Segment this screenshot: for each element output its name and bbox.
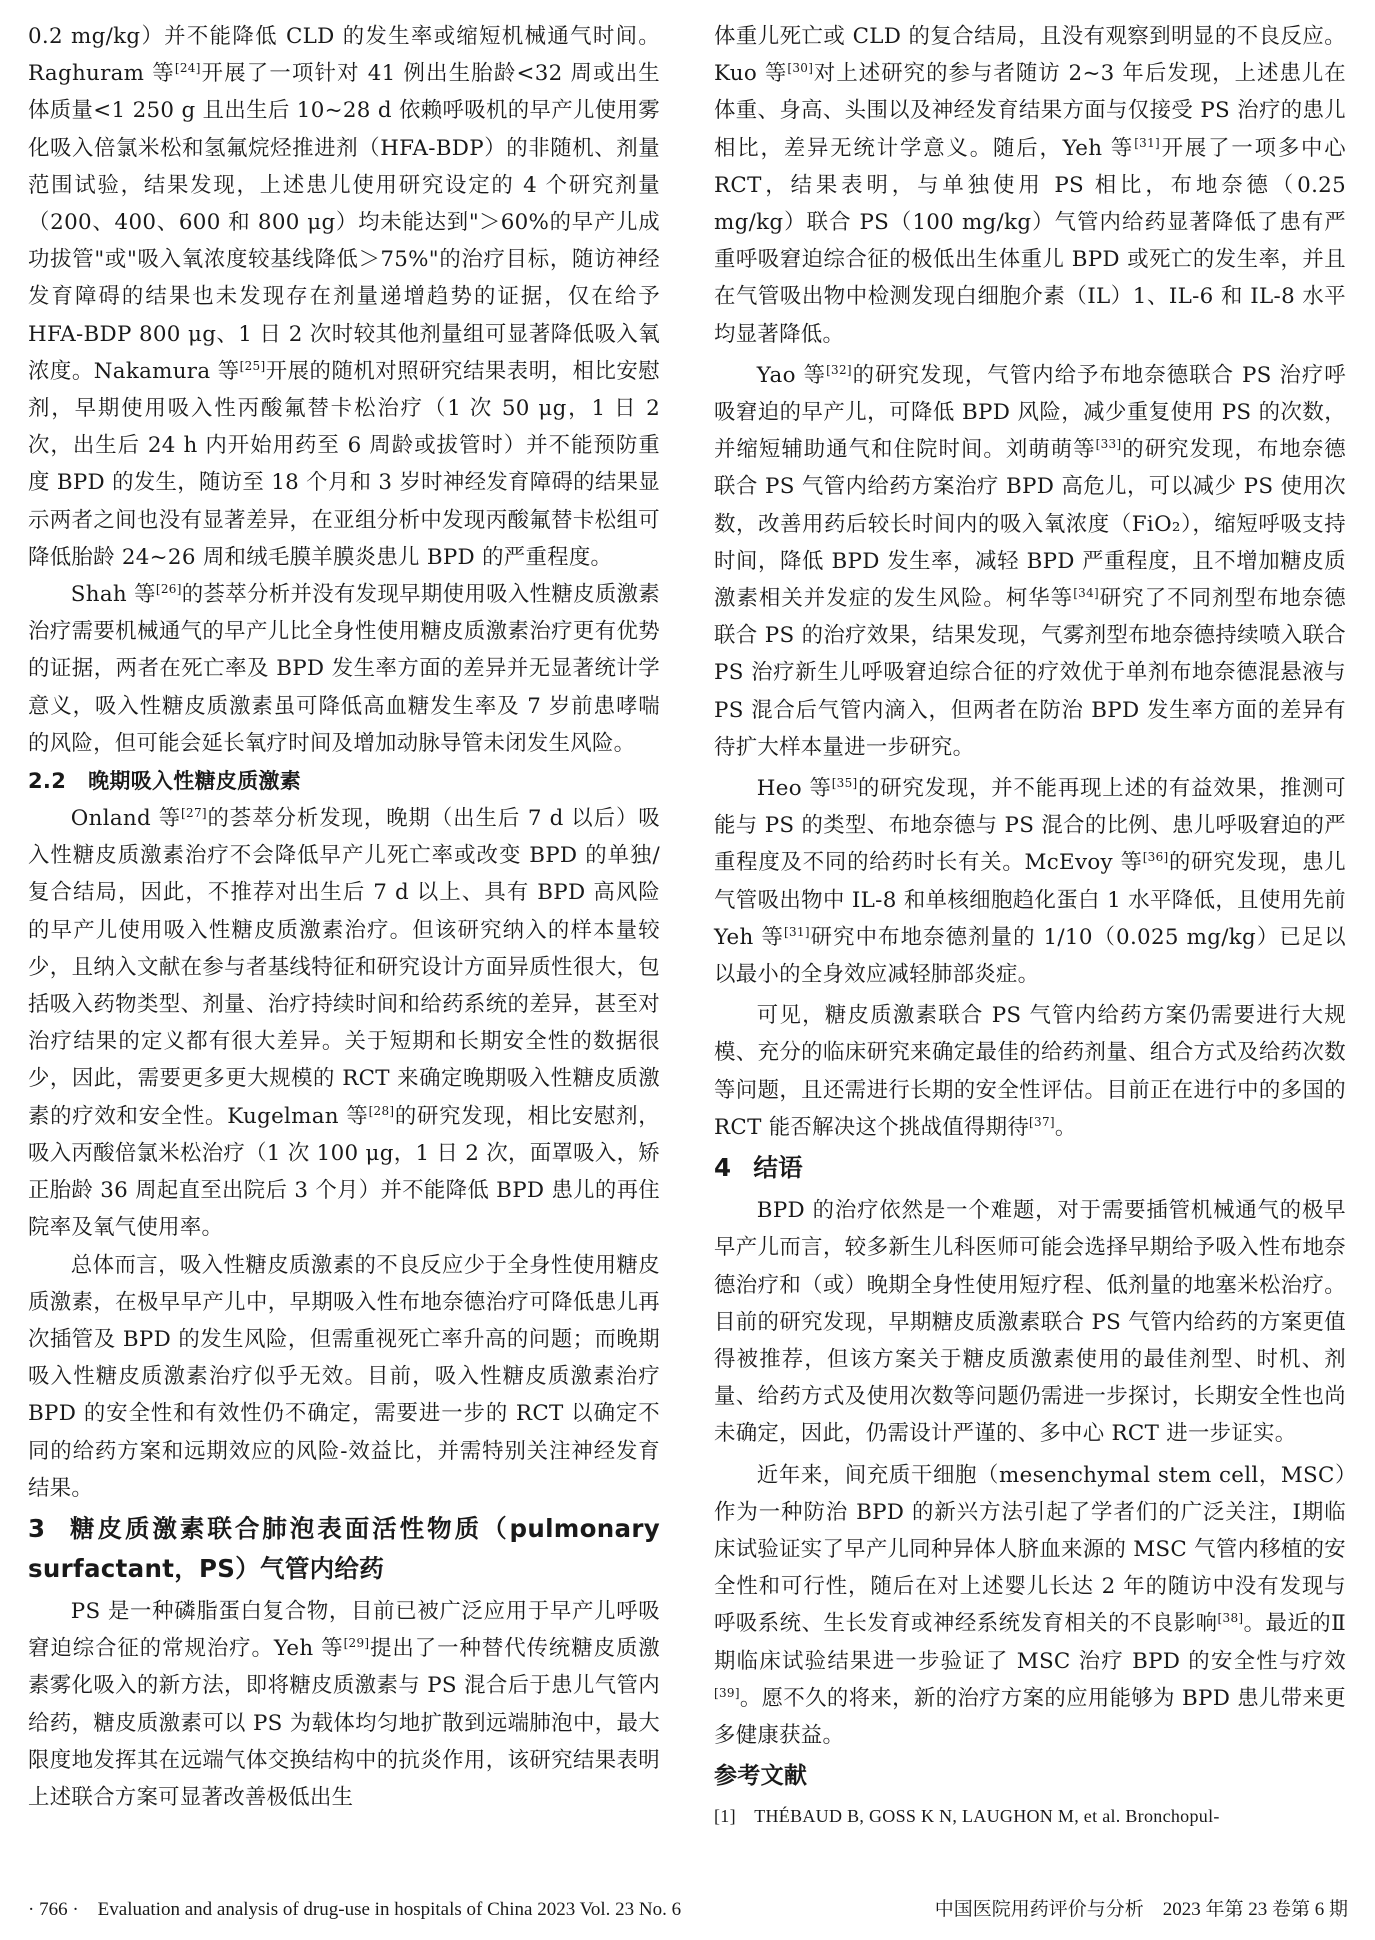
citation-marker: [34]: [1073, 585, 1100, 600]
references-heading: 参考文献: [714, 1763, 808, 1790]
reference-item: [1] THÉBAUD B, GOSS K N, LAUGHON M, et al. Bronchopul-: [714, 1806, 1220, 1827]
citation-marker: [27]: [181, 805, 207, 820]
section-title: 结语: [753, 1153, 803, 1183]
section-title: 晚期吸入性糖皮质激素: [88, 769, 302, 794]
citation-marker: [24]: [174, 61, 201, 76]
section-number: 2.2: [28, 769, 67, 794]
citation-marker: [38]: [1217, 1611, 1244, 1626]
citation-marker: [39]: [714, 1685, 740, 1700]
paragraph: 近年来，间充质干细胞（mesenchymal stem cell，MSC）作为一种防治 BPD 的新兴方法引起了学者们的广泛关注，Ⅰ期临床试验证实了早产儿同种异体人脐血来源的 MSC 气管内移植的安全性和可行性，随后在对上述婴儿长达 2 年的随访中没有发现与呼吸系统、生长发育或神经系统发育相关的不良影响[38]。最近的Ⅱ期临床试验结果进一步验证了 MSC 治疗 BPD 的安全性与疗效[39]。愿不久的将来，新的治疗方案的应用能够为 BPD 患儿带来更多健康获益。: [714, 1462, 1346, 1748]
citation-marker: [25]: [239, 358, 266, 373]
section-heading-3: [28, 1509, 660, 1589]
citation-marker: [30]: [787, 61, 814, 76]
footer-journal-cn: 中国医院用药评价与分析 2023 年第 23 卷第 6 期: [934, 1899, 1348, 1920]
citation-marker: [37]: [1029, 1114, 1055, 1129]
paragraph: Heo 等[35]的研究发现，并不能再现上述的有益效果，推测可能与 PS 的类型、布地奈德与 PS 混合的比例、患儿呼吸窘迫的严重程度及不同的给药时长有关。McEvoy 等[36]的研究发现，患儿气管吸出物中 IL-8 和单核细胞趋化蛋白 1 水平降低，且使用先前 Yeh 等[31]研究中布地奈德剂量的 1/10（0.025 mg/kg）已足以以最小的全身效应减轻肺部炎症。: [714, 775, 1346, 988]
page-footer: [28, 1894, 1348, 1926]
paragraph: 总体而言，吸入性糖皮质激素的不良反应少于全身性使用糖皮质激素，在极早早产儿中，早期吸入性布地奈德治疗可降低患儿再次插管及 BPD 的发生风险，但需重视死亡率升高的问题；而晚期吸入性糖皮质激素治疗似乎无效。目前，吸入性糖皮质激素治疗 BPD 的安全性和有效性仍不确定，需要进一步的 RCT 以确定不同的给药方案和远期效应的风险-效益比，并需特别关注神经发育结果。: [28, 1252, 660, 1501]
paragraph: BPD 的治疗依然是一个难题，对于需要插管机械通气的极早早产儿而言，较多新生儿科医师可能会选择早期给予吸入性布地奈德治疗和（或）晚期全身性使用短疗程、低剂量的地塞米松治疗。目前的研究发现，早期糖皮质激素联合 PS 气管内给药的方案更值得被推荐，但该方案关于糖皮质激素使用的最佳剂型、时机、剂量、给药方式及使用次数等问题仍需进一步探讨，长期安全性也尚未确定，因此，仍需设计严谨的、多中心 RCT 进一步证实。: [714, 1198, 1346, 1447]
citation-marker: [26]: [155, 581, 182, 596]
section-heading-4: [714, 1148, 1346, 1188]
paragraph: PS 是一种磷脂蛋白复合物，目前已被广泛应用于早产儿呼吸窘迫综合征的常规治疗。Yeh 等[29]提出了一种替代传统糖皮质激素雾化吸入的新方法，即将糖皮质激素与 PS 混合后于患儿气管内给药，糖皮质激素可以 PS 为载体均匀地扩散到远端肺泡中，最大限度地发挥其在远端气体交换结构中的抗炎作用，该研究结果表明上述联合方案可显著改善极低出生: [28, 1598, 660, 1810]
footer-journal-en: · 766 · Evaluation and analysis of drug-use in hospitals of China 2023 Vol. 23 No. 6: [28, 1899, 682, 1920]
paragraph: Onland 等[27]的荟萃分析发现，晚期（出生后 7 d 以后）吸入性糖皮质激素治疗不会降低早产儿死亡率或改变 BPD 的单独/复合结局，因此，不推荐对出生后 7 d 以上、具有 BPD 高风险的早产儿使用吸入性糖皮质激素治疗。但该研究纳入的样本量较少，且纳入文献在参与者基线特征和研究设计方面异质性很大，包括吸入药物类型、剂量、治疗持续时间和给药系统的差异，甚至对治疗结果的定义都有很大差异。关于短期和长期安全性的数据很少，因此，需要更多更大规模的 RCT 来确定晚期吸入性糖皮质激素的疗效和安全性。Kugelman 等[28]的研究发现，相比安慰剂，吸入丙酸倍氯米松治疗（1 次 100 μg，1 日 2 次，面罩吸入，矫正胎龄 36 周起直至出院后 3 个月）并不能降低 BPD 患儿的再住院率及氧气使用率。: [28, 805, 660, 1241]
citation-marker: [36]: [1142, 850, 1169, 865]
paragraph: 0.2 mg/kg）并不能降低 CLD 的发生率或缩短机械通气时间。Raghuram 等[24]开展了一项针对 41 例出生胎龄<32 周或出生体质量<1 250 g 且出生后 10~28 d 依赖呼吸机的早产儿使用雾化吸入倍氯米松和氢氟烷烃推进剂（HFA-BDP）的非随机、剂量范围试验，结果发现，上述患儿使用研究设定的 4 个研究剂量（200、400、600 和 800 μg）均未能达到"＞60%的早产儿成功拔管"或"吸入氧浓度较基线降低＞75%"的治疗目标，随访神经发育障碍的结果也未发现存在剂量递增趋势的证据，仅在给予 HFA-BDP 800 μg、1 日 2 次时较其他剂量组可显著降低吸入氧浓度。Nakamura 等[25]开展的随机对照研究结果表明，相比安慰剂，早期使用吸入性丙酸氟替卡松治疗（1 次 50 μg，1 日 2 次，出生后 24 h 内开始用药至 6 周龄或拔管时）并不能预防重度 BPD 的发生，随访至 18 个月和 3 岁时神经发育障碍的结果显示两者之间也没有显著差异，在亚组分析中发现丙酸氟替卡松组可降低胎龄 24~26 周和绒毛膜羊膜炎患儿 BPD 的严重程度。: [28, 24, 660, 570]
section-title: 糖皮质激素联合肺泡表面活性物质（pulmonary surfactant，PS）气管内给药: [28, 1513, 660, 1583]
paragraph: 体重儿死亡或 CLD 的复合结局，且没有观察到明显的不良反应。Kuo 等[30]对上述研究的参与者随访 2~3 年后发现，上述患儿在体重、身高、头围以及神经发育结果方面与仅接受 PS 治疗的患儿相比，差异无统计学意义。随后，Yeh 等[31]开展了一项多中心 RCT，结果表明，与单独使用 PS 相比，布地奈德（0.25 mg/kg）联合 PS（100 mg/kg）气管内给药显著降低了患有严重呼吸窘迫综合征的极低出生体重儿 BPD 或死亡的发生率，并且在气管吸出物中检测发现白细胞介素（IL）1、IL-6 和 IL-8 水平均显著降低。: [714, 24, 1346, 347]
citation-marker: [28]: [368, 1103, 395, 1118]
right-column: [714, 18, 1346, 1832]
citation-marker: [31]: [784, 924, 810, 939]
paragraph: Yao 等[32]的研究发现，气管内给予布地奈德联合 PS 治疗呼吸窘迫的早产儿，可降低 BPD 风险，减少重复使用 PS 的次数，并缩短辅助通气和住院时间。刘萌萌等[33]的研究发现，布地奈德联合 PS 气管内给药方案治疗 BPD 高危儿，可以减少 PS 使用次数，改善用药后较长时间内的吸入氧浓度（FiO₂），缩短呼吸支持时间，降低 BPD 发生率，减轻 BPD 严重程度，且不增加糖皮质激素相关并发症的发生风险。柯华等[34]研究了不同剂型布地奈德联合 PS 的治疗效果，结果发现，气雾剂型布地奈德持续喷入联合 PS 治疗新生儿呼吸窘迫综合征的疗效优于单剂布地奈德混悬液与 PS 混合后气管内滴入，但两者在防治 BPD 发生率方面的差异有待扩大样本量进一步研究。: [714, 362, 1346, 760]
citation-marker: [35]: [831, 775, 858, 790]
paragraph: Shah 等[26]的荟萃分析并没有发现早期使用吸入性糖皮质激素治疗需要机械通气的早产儿比全身性使用糖皮质激素治疗更有优势的证据，两者在死亡率及 BPD 发生率方面的差异并无显著统计学意义，吸入性糖皮质激素虽可降低高血糖发生率及 7 岁前患哮喘的风险，但可能会延长氧疗时间及增加动脉导管未闭发生风险。: [28, 581, 661, 756]
citation-marker: [29]: [343, 1636, 370, 1650]
citation-marker: [31]: [1134, 135, 1161, 150]
paragraph: 可见，糖皮质激素联合 PS 气管内给药方案仍需要进行大规模、充分的临床研究来确定最佳的给药剂量、组合方式及给药次数等问题，且还需进行长期的安全性评估。目前正在进行中的多国的 RCT 能否解决这个挑战值得期待[37]。: [714, 1003, 1346, 1140]
section-number: 4: [714, 1153, 732, 1183]
left-column: [28, 18, 660, 1816]
section-heading-2-2: [28, 762, 660, 800]
section-number: 3: [28, 1513, 46, 1543]
citation-marker: [32]: [826, 362, 852, 377]
citation-marker: [33]: [1095, 437, 1122, 452]
